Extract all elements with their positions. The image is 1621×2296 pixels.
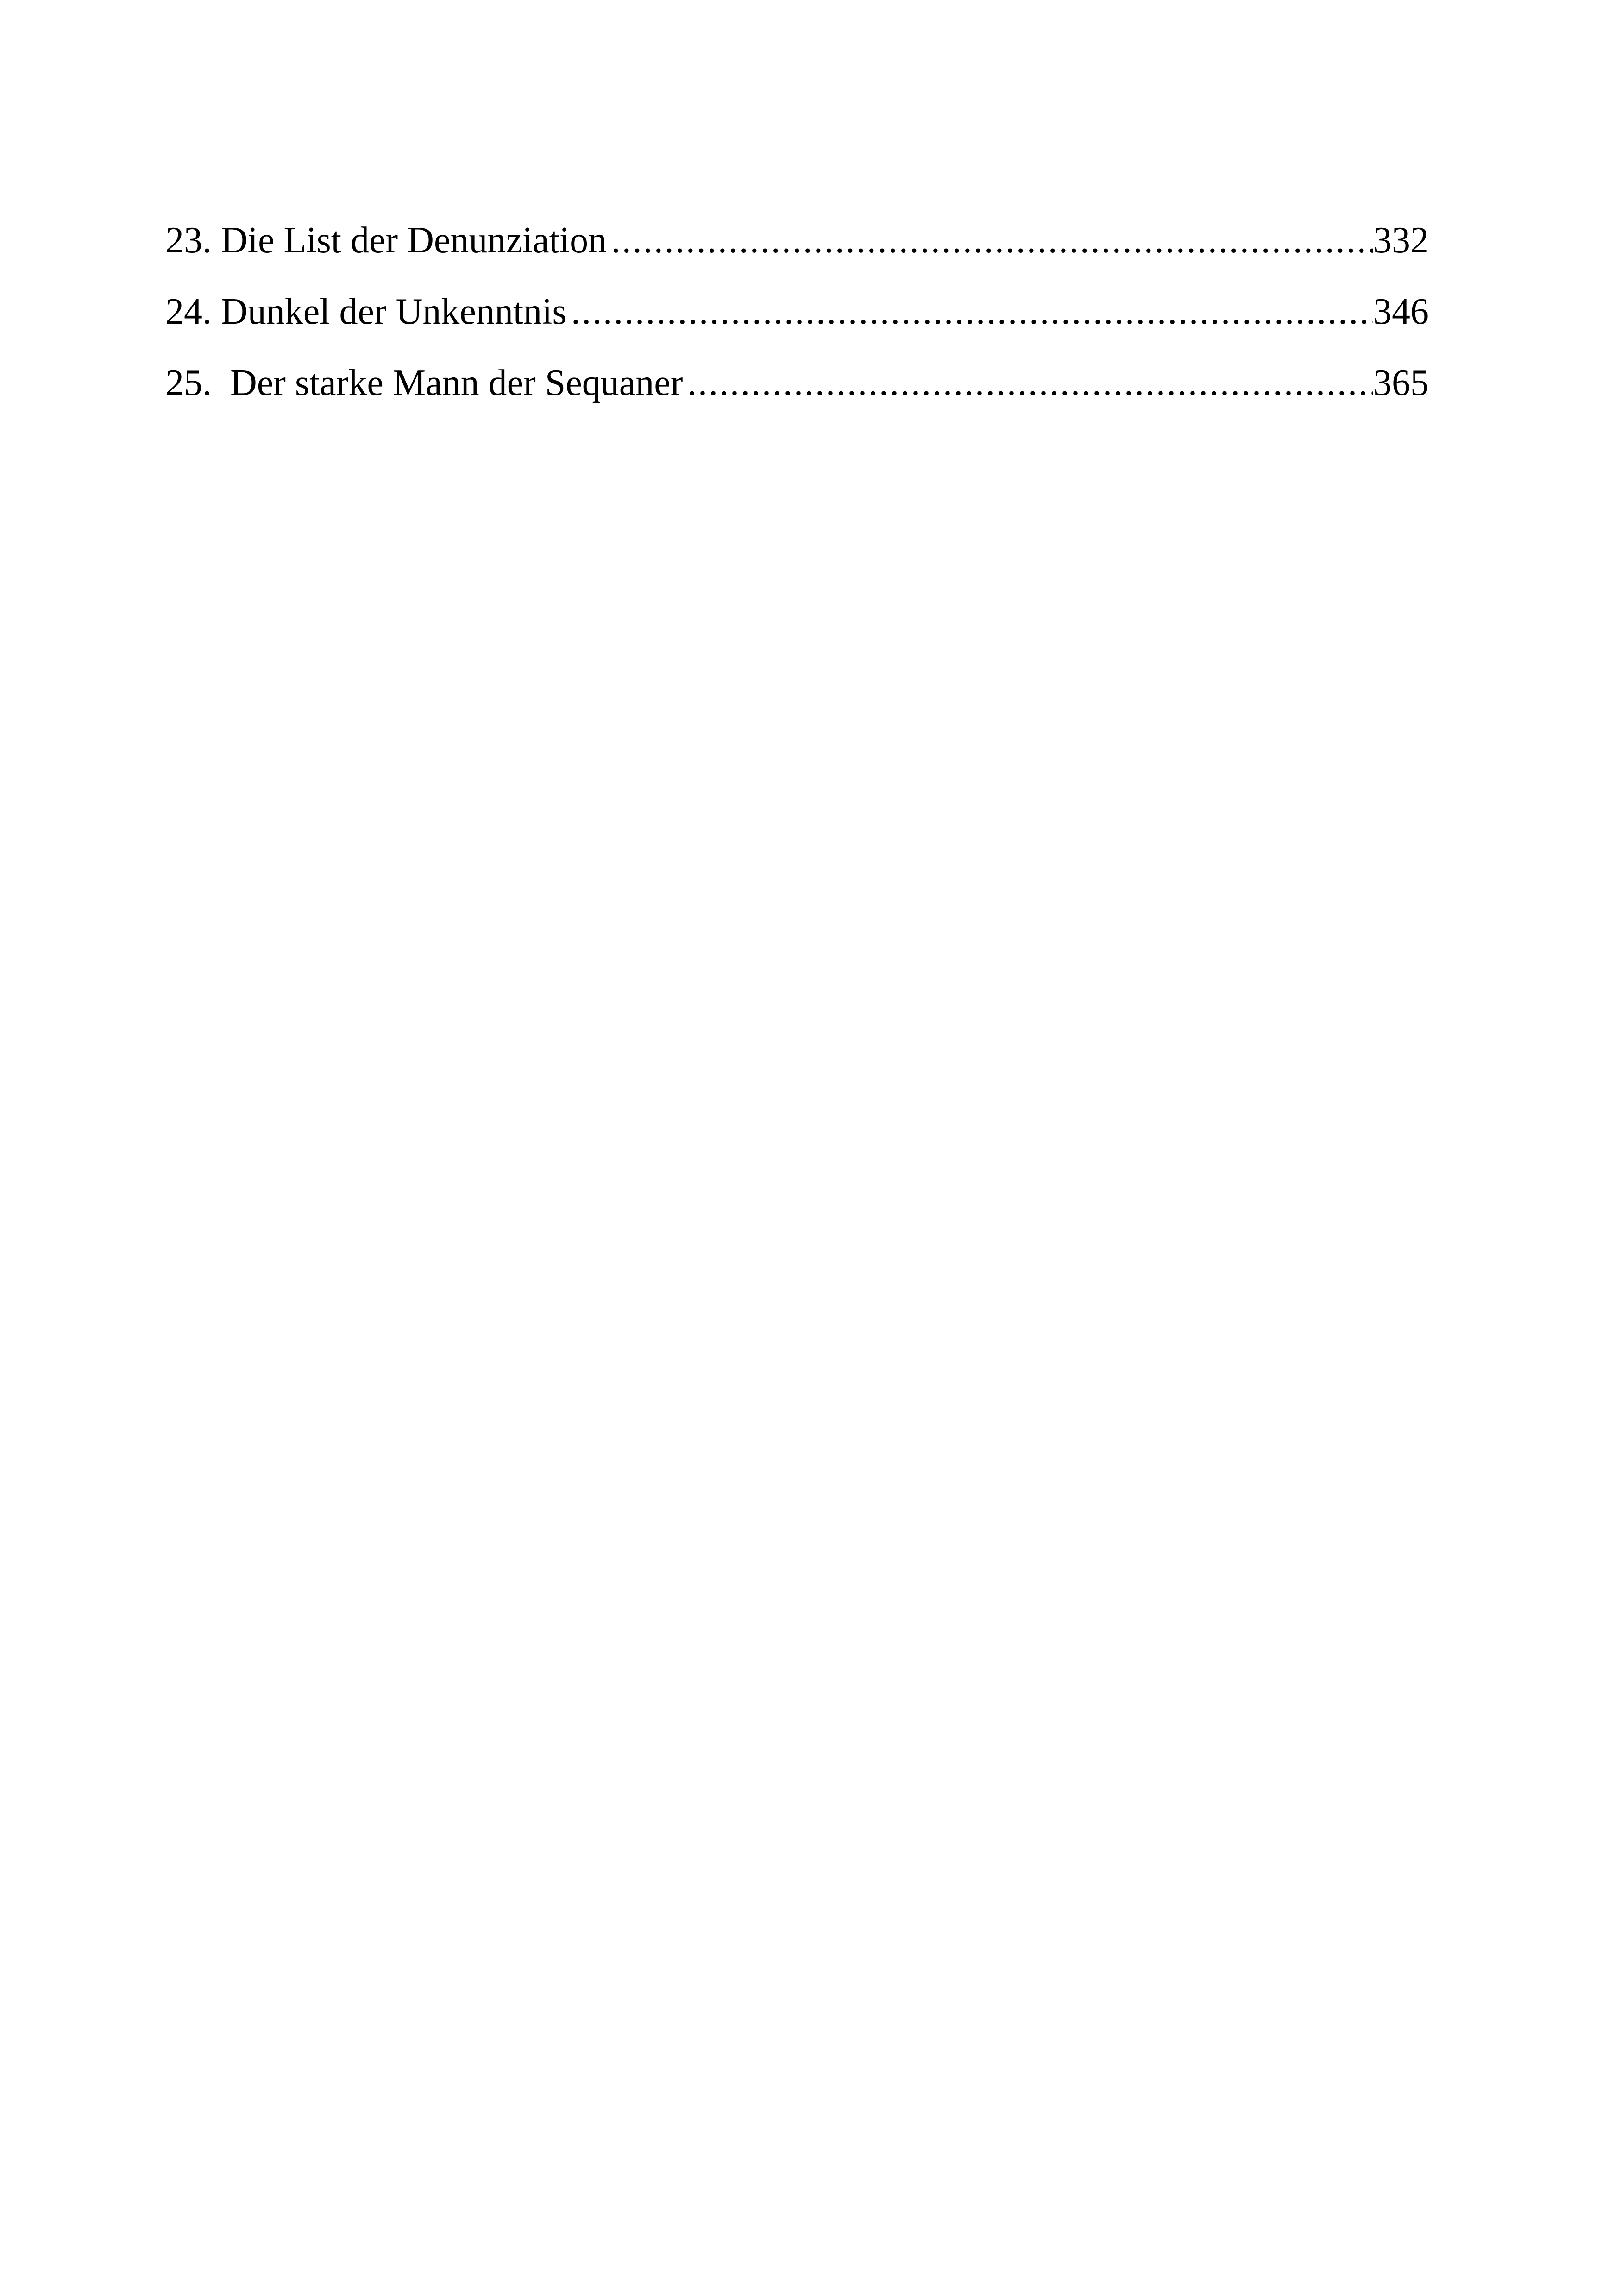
toc-entry xyxy=(165,205,1429,276)
dot-leader xyxy=(687,347,1373,419)
dot-leader xyxy=(611,205,1373,276)
toc-entry xyxy=(165,347,1429,419)
toc-entry-page-number: 365 xyxy=(1373,363,1429,403)
toc-entry-page-number: 332 xyxy=(1373,220,1429,261)
toc-entry-label: 23. Die List der Denunziation xyxy=(165,220,607,261)
toc-entry-page-number: 346 xyxy=(1373,291,1429,332)
dot-leader xyxy=(571,276,1373,347)
toc-entry-label: 25. Der starke Mann der Sequaner xyxy=(165,363,683,403)
toc-entry xyxy=(165,276,1429,347)
table-of-contents xyxy=(165,205,1429,419)
toc-entry-label: 24. Dunkel der Unkenntnis xyxy=(165,291,567,332)
